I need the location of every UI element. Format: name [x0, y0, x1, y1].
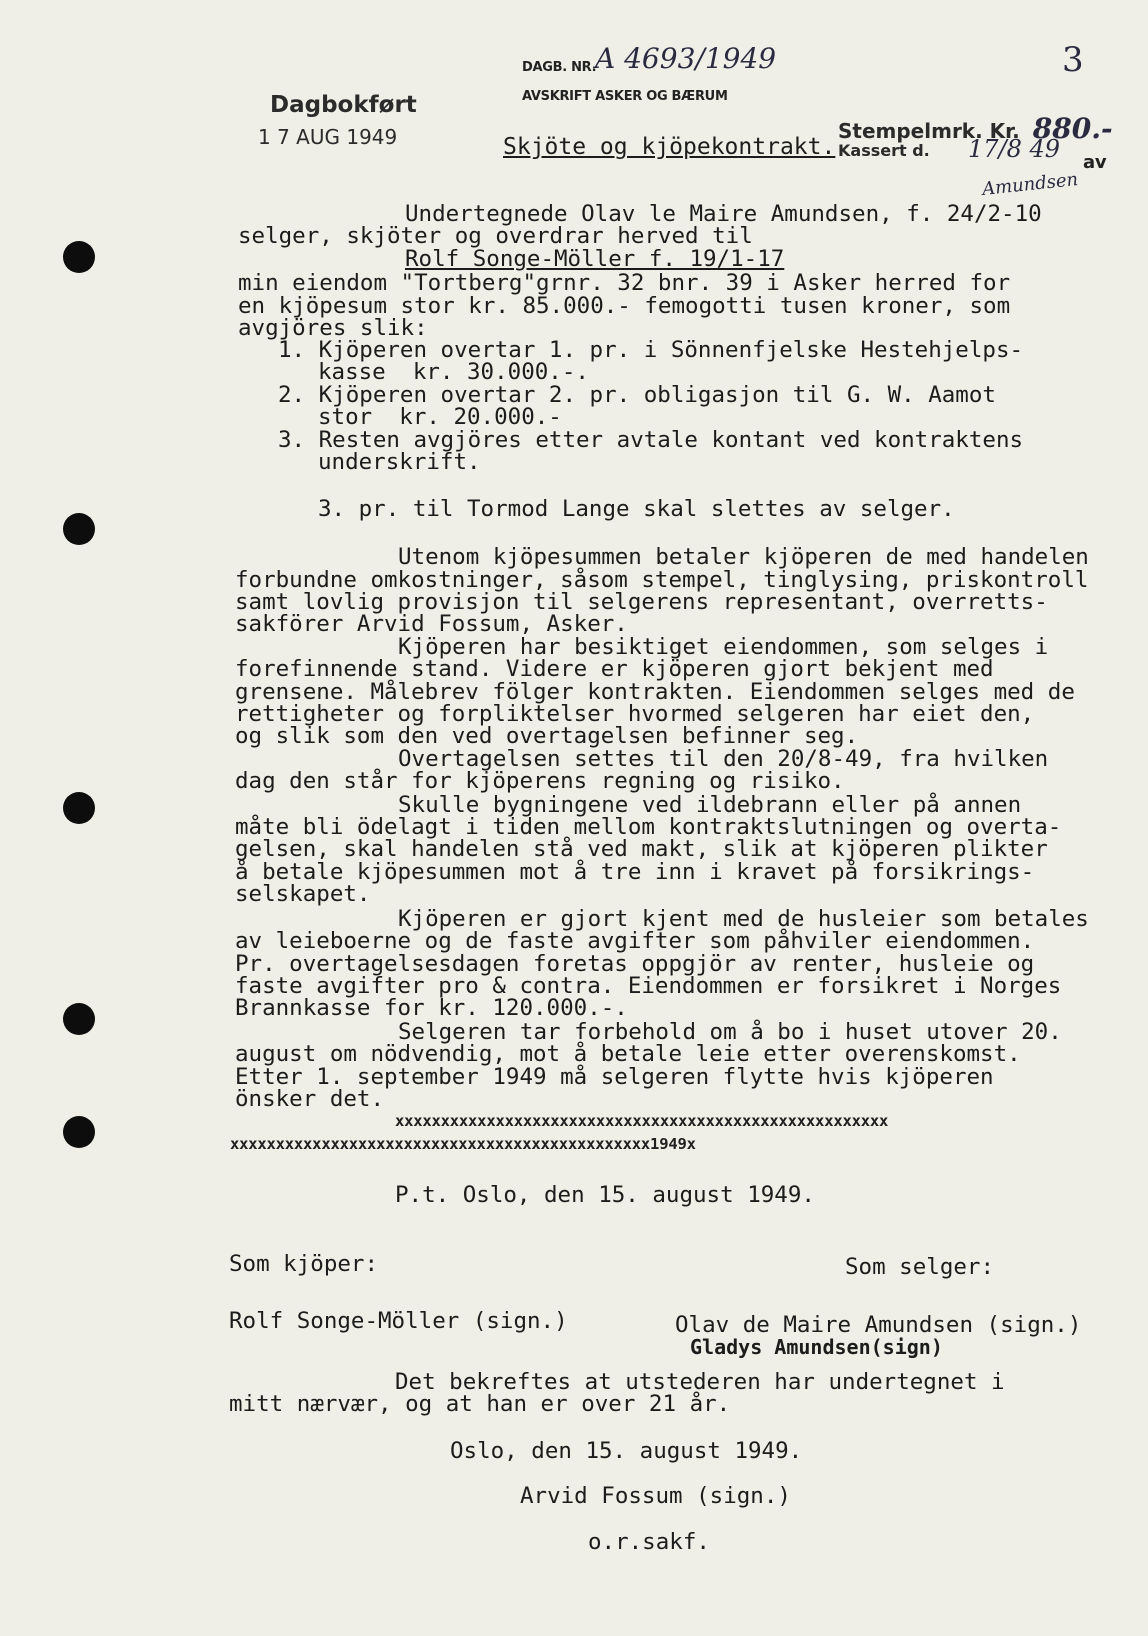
body-line: Kjöperen er gjort kjent med de husleier som betales [398, 906, 1089, 932]
body-line: faste avgifter pro & contra. Eiendommen er forsikret i Norges [235, 973, 1062, 999]
body-line: Kjöperen har besiktiget eiendommen, som selges i [398, 634, 1049, 660]
body-line: Brannkasse for kr. 120.000.-. [235, 995, 628, 1021]
punch-hole [63, 1116, 95, 1148]
list-item: 1. Kjöperen overtar 1. pr. i Sönnenfjelske Hestehjelps- [278, 337, 1024, 363]
binding-margin [0, 0, 160, 1636]
body-line: og slik som den ved overtagelsen befinner seg. [235, 723, 859, 749]
register-stamp [522, 60, 596, 75]
body-line: av leieboerne og de faste avgifter som påhviler eiendommen. [235, 928, 1035, 954]
seller-signature: Olav de Maire Amundsen (sign.) [675, 1312, 1082, 1338]
body-line: august om nödvendig, mot å betale leie etter overenskomst. [235, 1041, 1021, 1067]
avskrift-stamp: AVSKRIFT ASKER OG BÆRUM [522, 89, 728, 104]
register-number: A 4693/1949 [595, 42, 777, 75]
witness-date: Oslo, den 15. august 1949. [450, 1438, 803, 1464]
register-stamp-label: DAGB. NR. [522, 60, 597, 75]
kassert-date: 17/8 49 [968, 135, 1061, 163]
place-date: P.t. Oslo, den 15. august 1949. [395, 1182, 815, 1208]
kassert-signature: Amundsen [981, 169, 1080, 200]
body-line: selskapet. [235, 881, 371, 907]
body-line: gelsen, skal handelen stå ved makt, slik at kjöperen plikter [235, 836, 1048, 862]
list-item: underskrift. [318, 449, 481, 475]
seller-label: Som selger: [845, 1254, 995, 1280]
body-line: Skulle bygningene ved ildebrann eller på annen [398, 792, 1022, 818]
body-line: rettigheter og forpliktelser hvormed selgeren har eiet den, [235, 701, 1035, 727]
seller-signature-2: Gladys Amundsen(sign) [690, 1335, 943, 1359]
witness-line: mitt nærvær, og at han er over 21 år. [229, 1391, 731, 1417]
punch-hole [63, 1003, 95, 1035]
list-item: 3. Resten avgjöres etter avtale kontant ved kontraktens [278, 427, 1024, 453]
body-line: Overtagelsen settes til den 20/8-49, fra hvilken [398, 746, 1049, 772]
page-number: 3 [1062, 40, 1084, 80]
struck-line: xxxxxxxxxxxxxxxxxxxxxxxxxxxxxxxxxxxxxxxxxxxxxxxxxxxxxx [395, 1112, 889, 1130]
body-line: Selgeren tar forbehold om å bo i huset utover 20. [398, 1019, 1062, 1045]
body-line: forefinnende stand. Videre er kjöperen gjort bekjent med [235, 656, 994, 682]
list-item: kasse kr. 30.000.-. [318, 359, 589, 385]
body-line: Utenom kjöpesummen betaler kjöperen de med handelen [398, 544, 1089, 570]
list-item: stor kr. 20.000.- [318, 404, 562, 430]
body-line: dag den står for kjöperens regning og risiko. [235, 768, 845, 794]
body-line: min eiendom "Tortberg"grnr. 32 bnr. 39 i Asker herred for [238, 270, 1011, 296]
dagbok-date: 1 7 AUG 1949 [258, 125, 398, 149]
body-line: avgjöres slik: [238, 315, 428, 341]
punch-hole [63, 513, 95, 545]
witness-line: Det bekreftes at utstederen har undertegnet i [395, 1369, 1005, 1395]
body-line: Pr. overtagelsesdagen foretas oppgjör av renter, husleie og [235, 951, 1035, 977]
document-title: Skjöte og kjöpekontrakt. [503, 134, 836, 160]
body-line: en kjöpesum stor kr. 85.000.- femogotti tusen kroner, som [238, 293, 1011, 319]
body-line: forbundne omkostninger, såsom stempel, tinglysing, priskontroll [235, 567, 1089, 593]
kassert-stamp: Kassert d. [838, 141, 930, 160]
buyer-label: Som kjöper: [229, 1251, 379, 1277]
punch-hole [63, 241, 95, 273]
body-line: Undertegnede Olav le Maire Amundsen, f. 24/2-10 [405, 201, 1042, 227]
body-line: måte bli ödelagt i tiden mellom kontraktslutningen og overta- [235, 814, 1062, 840]
body-line: selger, skjöter og overdrar herved til [238, 223, 753, 249]
witness-title: o.r.sakf. [588, 1529, 710, 1555]
kassert-av: av [1083, 152, 1107, 173]
list-item: 2. Kjöperen overtar 2. pr. obligasjon til G. W. Aamot [278, 382, 996, 408]
body-line: grensene. Målebrev fölger kontrakten. Eiendommen selges med de [235, 679, 1075, 705]
dagbok-stamp: Dagbokført [270, 92, 417, 118]
punch-hole [63, 792, 95, 824]
body-line: sakförer Arvid Fossum, Asker. [235, 611, 628, 637]
body-line: å betale kjöpesummen mot å tre inn i kravet på forsikrings- [235, 859, 1035, 885]
body-line: Rolf Songe-Möller f. 19/1-17 [405, 246, 785, 272]
body-line: Etter 1. september 1949 må selgeren flytte hvis kjöperen [235, 1064, 994, 1090]
stempel-label: Stempelmrk. Kr. [838, 119, 1020, 143]
body-line: samt lovlig provisjon til selgerens representant, overretts- [235, 589, 1048, 615]
struck-line: xxxxxxxxxxxxxxxxxxxxxxxxxxxxxxxxxxxxxxxxxxxxxx1949x [230, 1135, 696, 1153]
buyer-signature: Rolf Songe-Möller (sign.) [229, 1308, 568, 1334]
body-line: önsker det. [235, 1086, 385, 1112]
stempel-amount: 880.- [1032, 112, 1113, 145]
witness-signature: Arvid Fossum (sign.) [520, 1483, 791, 1509]
body-line: 3. pr. til Tormod Lange skal slettes av selger. [318, 496, 955, 522]
